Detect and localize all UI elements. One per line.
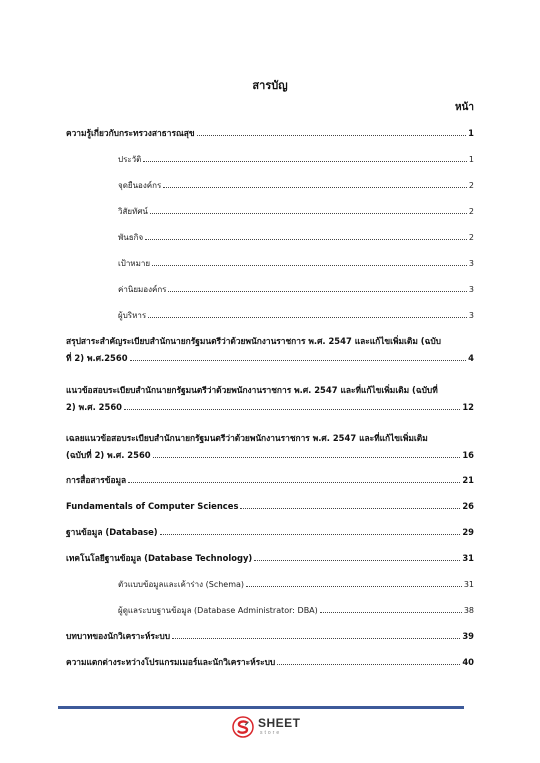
toc-entry[interactable] xyxy=(118,281,474,298)
toc-entry-title: การสื่อสารข้อมูล xyxy=(66,475,127,485)
toc-entry[interactable] xyxy=(118,255,474,272)
toc-entry-page: 40 xyxy=(462,657,474,667)
toc-entry[interactable] xyxy=(66,550,474,567)
toc-entry-page: 1 xyxy=(468,128,474,138)
toc-entry[interactable] xyxy=(66,472,474,489)
toc-entry-title: เทคโนโลยีฐานข้อมูล (Database Technology) xyxy=(66,553,253,563)
toc-entry-page: 26 xyxy=(462,501,474,511)
toc-entry-page: 2 xyxy=(468,207,474,216)
toc-entry-title: ค่านิยมองค์กร xyxy=(118,285,167,294)
toc-entry[interactable] xyxy=(66,125,474,142)
toc-entry[interactable] xyxy=(118,307,474,324)
toc-entry-page: 31 xyxy=(462,553,474,563)
toc-entry-title: ประวัติ xyxy=(118,155,142,164)
toc-entry[interactable] xyxy=(118,229,474,246)
toc-entry-page: 2 xyxy=(468,181,474,190)
toc-entry[interactable] xyxy=(66,654,474,671)
toc-entry-page: 29 xyxy=(462,527,474,537)
toc-entry-page: 3 xyxy=(468,259,474,268)
toc-entry-title: ผู้ดูแลระบบฐานข้อมูล (Database Administrator: DBA) xyxy=(118,606,318,615)
toc-entry-page: 16 xyxy=(462,450,474,460)
toc-entry[interactable] xyxy=(118,203,474,220)
toc-entry-title: จุดยืนองค์กร xyxy=(118,181,162,190)
toc-entry-title-line1: แนวข้อสอบระเบียบสำนักนายกรัฐมนตรีว่าด้วยพนักงานราชการ พ.ศ. 2547 และที่แก้ไขเพิ่มเติม (ฉบับที่ xyxy=(66,385,438,395)
toc-entry-title: Fundamentals of Computer Sciences xyxy=(66,501,239,511)
toc-entry-page: 12 xyxy=(462,402,474,412)
toc-entry-title: ฐานข้อมูล (Database) xyxy=(66,527,158,537)
sheet-store-logo xyxy=(232,714,322,740)
toc-entry-title: วิสัยทัศน์ xyxy=(118,207,148,216)
toc-entry[interactable] xyxy=(118,602,474,619)
toc-entry-page: 38 xyxy=(463,606,474,615)
toc-entry[interactable] xyxy=(118,151,474,168)
toc-entry[interactable] xyxy=(66,628,474,645)
toc-entry-page: 3 xyxy=(468,311,474,320)
toc-entry-title: บทบาทของนักวิเคราะห์ระบบ xyxy=(66,631,171,641)
toc-entry-title-line1: เฉลยแนวข้อสอบระเบียบสำนักนายกรัฐมนตรีว่าด้วยพนักงานราชการ พ.ศ. 2547 และที่แก้ไขเพิ่มเติม xyxy=(66,433,428,443)
toc-entry[interactable] xyxy=(66,333,474,367)
logo-subtext: store xyxy=(260,730,282,736)
toc-entry-page: 21 xyxy=(462,475,474,485)
toc-entry-page: 31 xyxy=(463,580,474,589)
toc-entry[interactable] xyxy=(66,498,474,515)
toc-entry-title: ผู้บริหาร xyxy=(118,311,147,320)
toc-entry[interactable] xyxy=(118,177,474,194)
toc-entry-title-line1: สรุปสาระสำคัญระเบียบสำนักนายกรัฐมนตรีว่าด้วยพนักงานราชการ พ.ศ. 2547 และแก้ไขเพิ่มเติม (ฉบับ xyxy=(66,336,441,346)
toc-entry-title: ความรู้เกี่ยวกับกระทรวงสาธารณสุข xyxy=(66,128,195,138)
toc-entry-page: 3 xyxy=(468,285,474,294)
toc-entry[interactable] xyxy=(66,382,474,416)
footer-rule xyxy=(58,706,464,709)
toc-entry-title: เป้าหมาย xyxy=(118,259,151,268)
toc-entry-page: 4 xyxy=(468,353,474,363)
logo-text: SHEET xyxy=(258,716,301,730)
toc-entry-title: พันธกิจ xyxy=(118,233,144,242)
toc-entry-title: ที่ 2) พ.ศ.2560 xyxy=(66,353,128,363)
toc-entry[interactable] xyxy=(118,576,474,593)
toc-entry[interactable] xyxy=(66,430,474,464)
toc-entry-page: 39 xyxy=(462,631,474,641)
page-title: สารบัญ xyxy=(252,79,288,92)
toc-entry-page: 2 xyxy=(468,233,474,242)
page-column-header: หน้า xyxy=(454,102,474,113)
sheet-logo-icon xyxy=(232,716,254,738)
toc-entry-title: ตัวแบบข้อมูลและเค้าร่าง (Schema) xyxy=(118,580,245,589)
toc-entry[interactable] xyxy=(66,524,474,541)
toc-entry-title: (ฉบับที่ 2) พ.ศ. 2560 xyxy=(66,450,151,460)
toc-entry-page: 1 xyxy=(468,155,474,164)
toc-entry-title: 2) พ.ศ. 2560 xyxy=(66,402,122,412)
toc-entry-title: ความแตกต่างระหว่างโปรแกรมเมอร์และนักวิเคราะห์ระบบ xyxy=(66,657,276,667)
